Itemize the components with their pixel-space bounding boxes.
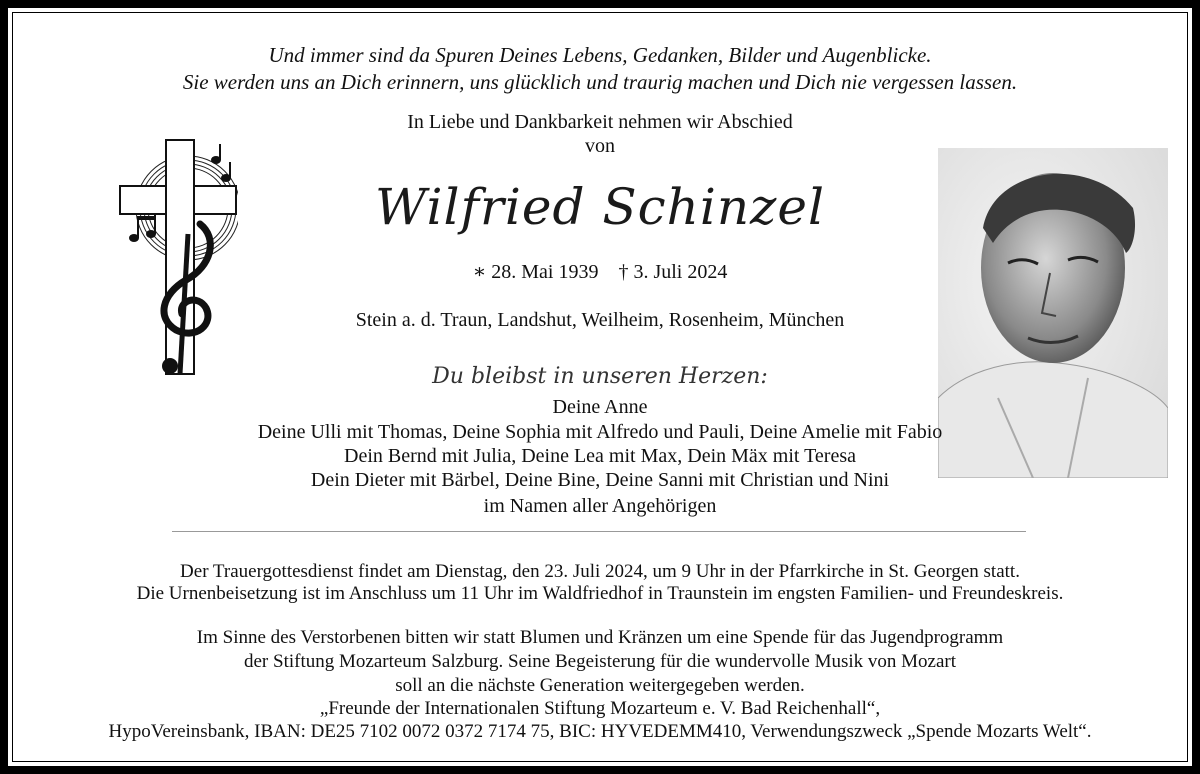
divider	[172, 531, 1026, 532]
donation-line: „Freunde der Internationalen Stiftung Mozarteum e. V. Bad Reichenhall“,	[319, 698, 881, 719]
birth-date: ∗ 28. Mai 1939	[472, 261, 599, 283]
mourner-line: im Namen aller Angehörigen	[483, 495, 717, 517]
mourner-line: Dein Bernd mit Julia, Deine Lea mit Max, Dein Mäx mit Teresa	[344, 445, 856, 467]
quote-line-1: Und immer sind da Spuren Deines Lebens, Gedanken, Bilder und Augenblicke.	[268, 43, 932, 67]
death-date: † 3. Juli 2024	[618, 261, 728, 283]
donation-line: HypoVereinsbank, IBAN: DE25 7102 0072 0372 7174 75, BIC: HYVEDEMM410, Verwendungszweck „Spende Mozarts Welt“.	[108, 721, 1092, 742]
deceased-name: Wilfried Schinzel	[375, 178, 825, 236]
service-line: Die Urnenbeisetzung ist im Anschluss um 11 Uhr im Waldfriedhof in Traunstein im engsten Familien- und Freundeskreis.	[136, 583, 1064, 604]
mourners-heading: Du bleibst in unseren Herzen:	[432, 364, 768, 389]
quote-line-2: Sie werden uns an Dich erinnern, uns glücklich und traurig machen und Dich nie vergessen lassen.	[182, 70, 1018, 94]
places: Stein a. d. Traun, Landshut, Weilheim, Rosenheim, München	[355, 309, 845, 331]
mourner-line: Deine Anne	[552, 396, 648, 418]
intro-line-1: In Liebe und Dankbarkeit nehmen wir Abschied	[407, 111, 793, 133]
donation-line: Im Sinne des Verstorbenen bitten wir statt Blumen und Kränzen um eine Spende für das Jugendprogramm	[196, 627, 1004, 648]
mourner-line: Deine Ulli mit Thomas, Deine Sophia mit Alfredo und Pauli, Deine Amelie mit Fabio	[257, 421, 943, 443]
mourner-line: Dein Dieter mit Bärbel, Deine Bine, Deine Sanni mit Christian und Nini	[310, 469, 890, 491]
donation-line: der Stiftung Mozarteum Salzburg. Seine Begeisterung für die wundervolle Musik von Mozart	[244, 651, 956, 672]
cross-treble-clef-icon	[118, 138, 238, 378]
donation-line: soll an die nächste Generation weitergegeben werden.	[395, 675, 805, 696]
service-line: Der Trauergottesdienst findet am Dienstag, den 23. Juli 2024, um 9 Uhr in der Pfarrkirche in St. Georgen statt.	[180, 561, 1020, 582]
intro-line-2: von	[585, 135, 615, 157]
